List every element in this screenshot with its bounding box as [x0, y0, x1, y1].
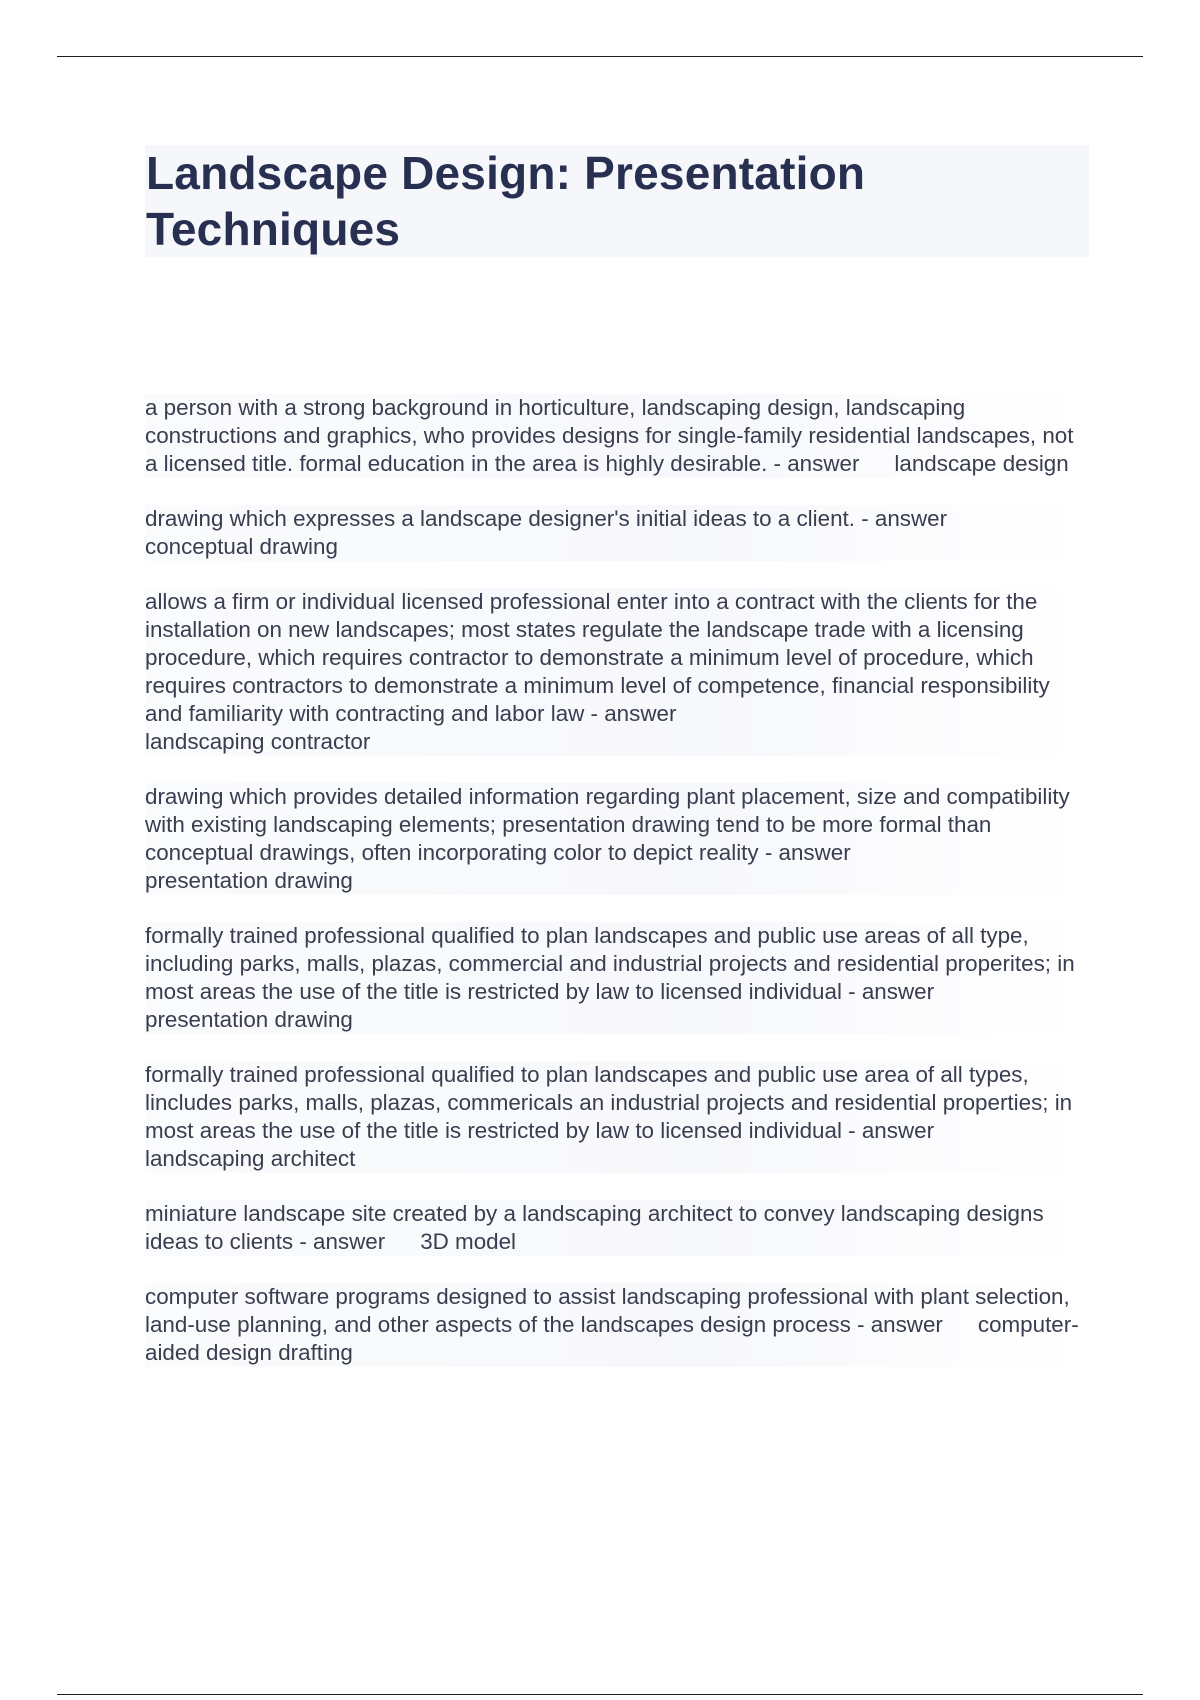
qa-separator: - [850, 1312, 871, 1337]
qa-separator: - [841, 1118, 862, 1143]
qa-item [145, 505, 1085, 561]
qa-answer: landscape design [894, 451, 1069, 476]
answer-label: answer [787, 451, 860, 476]
answer-label: answer [874, 506, 948, 531]
qa-question: computer software programs designed to assist landscaping professional with plant selection, land-use planning, and other aspects of the landscapes design process [145, 1284, 1070, 1337]
qa-answer: landscaping architect [145, 1146, 356, 1171]
qa-item [145, 394, 1085, 478]
answer-label: answer [313, 1229, 386, 1254]
answer-label: answer [870, 1312, 943, 1337]
qa-question: drawing which expresses a landscape designer's initial ideas to a client. [145, 506, 855, 531]
answer-label: answer [861, 979, 935, 1004]
qa-question: formally trained professional qualified to plan landscapes and public use areas of all type, including parks, malls, plazas, commercial and industrial projects and residential properites; in most areas the use of the title is restricted by law to licensed individual [145, 923, 1075, 1004]
qa-item [145, 588, 1085, 756]
qa-answer: presentation drawing [145, 868, 353, 893]
qa-separator: - [758, 840, 779, 865]
bottom-rule [57, 1694, 1143, 1695]
qa-list [145, 394, 1085, 1394]
qa-item [145, 1200, 1085, 1256]
qa-question: formally trained professional qualified to plan landscapes and public use area of all types, lincludes parks, malls, plazas, commericals an industrial projects and residential properties; in most areas the use of the title is restricted by law to licensed individual [145, 1062, 1073, 1143]
qa-question: miniature landscape site created by a landscaping architect to convey landscaping designs ideas to clients [145, 1201, 1044, 1254]
qa-separator: - [293, 1229, 314, 1254]
qa-separator: - [841, 979, 862, 1004]
top-rule [57, 56, 1143, 57]
answer-label: answer [778, 840, 851, 865]
qa-question: a person with a strong background in horticulture, landscaping design, landscaping constructions and graphics, who provides designs for single-family residential landscapes, not a licensed title. formal education in the area is highly desirable. [145, 395, 1074, 476]
qa-item [145, 1283, 1085, 1367]
qa-item [145, 783, 1085, 895]
qa-item [145, 922, 1085, 1034]
page-title: Landscape Design: Presentation Techniques [146, 147, 866, 255]
answer-label: answer [604, 701, 677, 726]
answer-label: answer [861, 1118, 935, 1143]
title-block [145, 145, 1089, 257]
qa-item [145, 1061, 1085, 1173]
qa-separator: - [767, 451, 788, 476]
qa-separator: - [584, 701, 605, 726]
qa-separator: - [854, 506, 875, 531]
qa-answer: computer-aided design drafting [145, 1312, 1079, 1365]
qa-answer: 3D model [420, 1229, 517, 1254]
qa-question: allows a firm or individual licensed professional enter into a contract with the clients for the installation on new landscapes; most states regulate the landscape trade with a licensing procedure, which requires contractor to demonstrate a minimum level of procedure, which requires contractors to demonstrate a minimum level of competence, financial responsibility and familiarity with contracting and labor law [145, 589, 1050, 726]
qa-answer: presentation drawing [145, 1007, 353, 1032]
qa-question: drawing which provides detailed information regarding plant placement, size and compatibility with existing landscaping elements; presentation drawing tend to be more formal than conceptual drawings, often incorporating color to depict reality [145, 784, 1070, 865]
qa-answer: landscaping contractor [145, 729, 371, 754]
qa-answer: conceptual drawing [145, 534, 338, 559]
